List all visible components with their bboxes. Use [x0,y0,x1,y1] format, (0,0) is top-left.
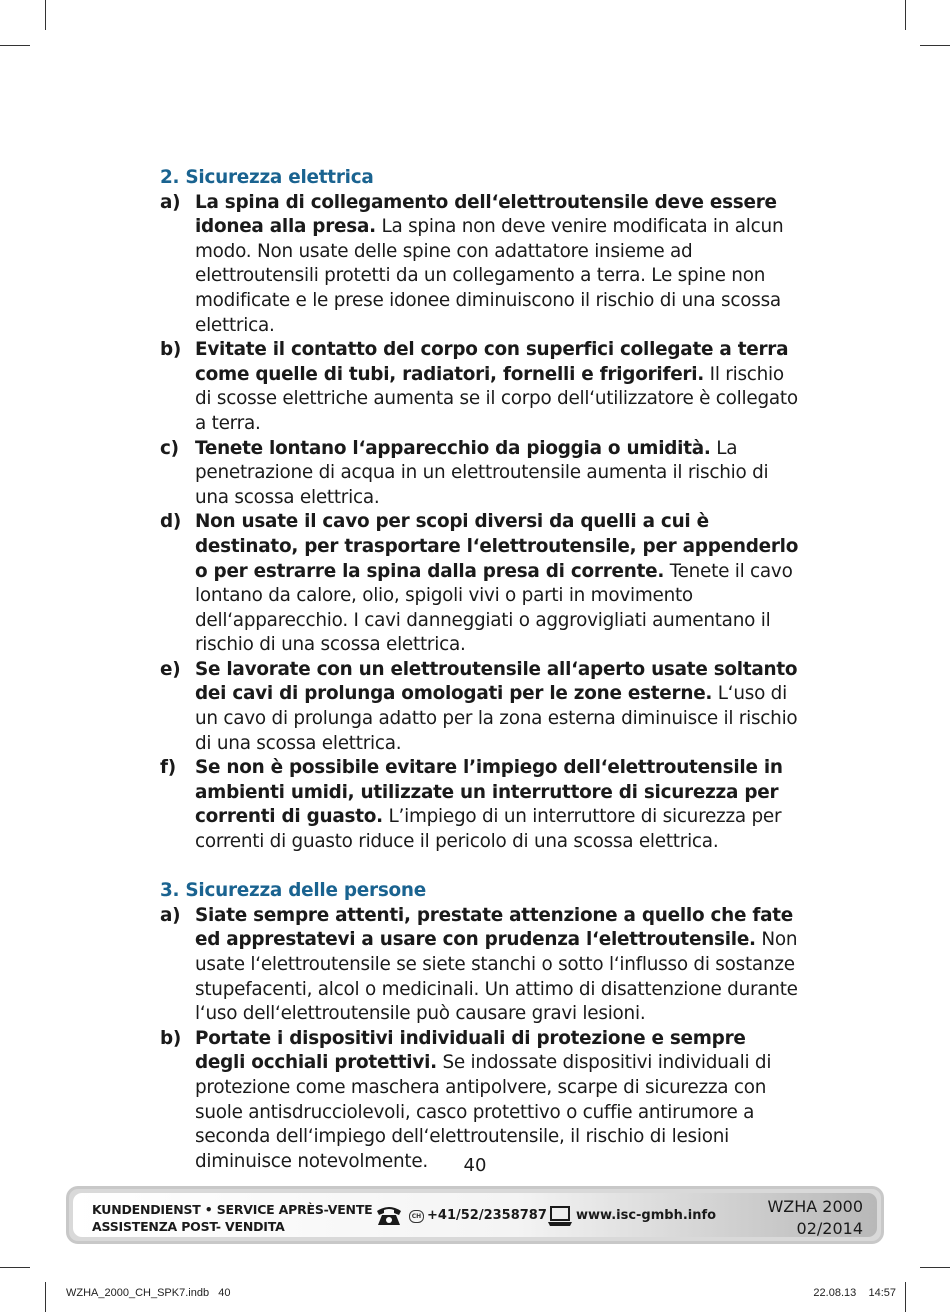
service-line-2: ASSISTENZA POST- VENDITA [92,1219,285,1234]
website-link[interactable]: www.isc-gmbh.info [576,1208,717,1223]
item-text [195,191,800,339]
crop-mark [905,1282,906,1312]
item-label: f) [160,757,176,779]
phone-number[interactable]: +41/52/2358787 [427,1208,547,1223]
telephone-icon [375,1205,403,1227]
service-line-1: KUNDENDIENST • SERVICE APRÈS-VENTE [92,1202,373,1217]
item-body: La penetrazione di acqua in un elettroutensile aumenta il rischio di una scossa elettrica. [195,437,769,508]
list-item [160,437,800,511]
item-text [195,437,800,511]
footer-panel [73,1193,877,1237]
item-body: La spina non deve venire modificata in alcun modo. Non usate delle spine con adattatore insieme ad elettroutensili protetti da un collegamento a terra. Le spine non modificate e le prese idonee diminuiscono il rischio di una scossa elettrica. [195,216,784,336]
model-info [767,1196,863,1240]
crop-mark [905,0,906,30]
item-bold: Portate i dispositivi individuali di protezione e sempre degli occhiali protettivi. [195,1027,746,1074]
electrical-safety-list [160,191,800,855]
list-item [160,338,800,436]
item-body: L’impiego di un interruttore di sicurezza per correnti di guasto riduce il pericolo di una scossa elettrica. [195,806,782,853]
page-content [160,166,800,1174]
item-body: Tenete il cavo lontano da calore, olio, spigoli vivi o parti in movimento dell‘apparecchio. I cavi danneggiati o aggrovigliati aumentano il rischio di una scossa elettrica. [195,560,793,656]
section-title-personal: 3. Sicurezza delle persone [160,880,426,902]
personal-safety-list [160,904,800,1175]
crop-mark [920,1267,950,1268]
print-slug-file: WZHA_2000_CH_SPK7.indb 40 [66,1287,231,1299]
item-bold: La spina di collegamento dell‘elettroutensile deve essere idonea alla presa. [195,191,777,238]
page-number: 40 [463,1155,487,1176]
item-label: a) [160,904,181,926]
item-body: Il rischio di scosse elettriche aumenta se il corpo dell‘utilizzatore è collegato a terra. [195,363,798,434]
item-body: L‘uso di un cavo di prolunga adatto per la zona esterna diminuisce il rischio di una scossa elettrica. [195,683,798,754]
laptop-icon [547,1205,573,1227]
item-label: a) [160,191,181,213]
crop-mark [45,1282,46,1312]
item-text [195,338,800,436]
item-bold: Non usate il cavo per scopi diversi da quelli a cui è destinato, per trasportare l‘elettroutensile, per appenderlo o per estrarre la spina dalla presa di corrente. [195,511,799,582]
item-text [195,1027,800,1175]
item-text [195,658,800,756]
item-text [195,756,800,854]
item-bold: Se lavorate con un elettroutensile all‘aperto usate soltanto dei cavi di prolunga omologati per le zone esterne. [195,658,798,705]
item-body: Se indossate dispositivi individuali di protezione come maschera antipolvere, scarpe di sicurezza con suole antisdrucciolevoli, casco protettivo o cuffie antirumore a seconda dell‘impiego dell‘elettroutensile, il rischio di lesioni diminuisce notevolmente. [195,1052,772,1172]
model-date: 02/2014 [796,1219,863,1238]
item-bold: Se non è possibile evitare l’impiego dell‘elettroutensile in ambienti umidi, utilizzate un interruttore di sicurezza per correnti di guasto. [195,757,783,828]
crop-mark [920,45,950,46]
item-label: b) [160,339,182,361]
print-slug-timestamp: 22.08.13 14:57 [813,1287,896,1299]
list-item [160,510,800,658]
item-label: b) [160,1027,182,1049]
crop-mark [0,1267,30,1268]
item-bold: Tenete lontano l‘apparecchio da pioggia o umidità. [195,437,711,459]
item-bold: Evitate il contatto del corpo con superfici collegate a terra come quelle di tubi, radiatori, fornelli e frigoriferi. [195,339,789,385]
service-footer [66,1186,884,1244]
section-gap [160,855,800,880]
item-label: e) [160,658,181,680]
item-body: Non usate l‘elettroutensile se siete stanchi o sotto l‘influsso di sostanze stupefacenti, alcol o medicinali. Un attimo di disattenzione durante l‘uso dell‘elettroutensile può causare gravi lesioni. [195,929,798,1025]
list-item [160,191,800,339]
crop-mark [0,45,30,46]
crop-mark [45,0,46,30]
model-name: WZHA 2000 [767,1197,863,1216]
list-item [160,1027,800,1175]
item-text [195,904,800,1027]
item-label: c) [160,437,179,459]
country-badge: CH [409,1210,424,1223]
service-label [92,1201,372,1235]
list-item [160,904,800,1027]
list-item [160,658,800,756]
list-item [160,756,800,854]
item-text [195,510,800,658]
item-bold: Siate sempre attenti, prestate attenzione a quello che fate ed apprestatevi a usare con prudenza l‘elettroutensile. [195,904,794,951]
section-title-electrical: 2. Sicurezza elettrica [160,167,374,188]
item-label: d) [160,511,182,533]
